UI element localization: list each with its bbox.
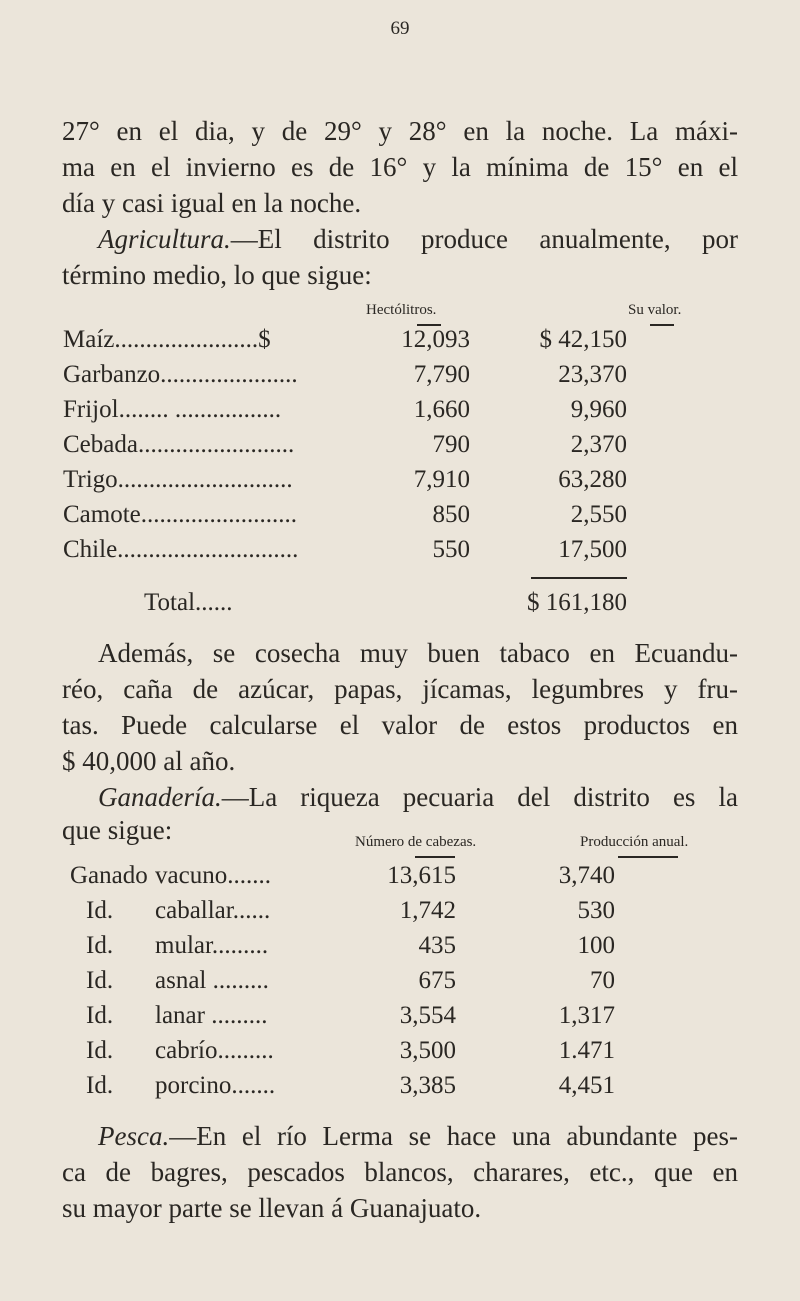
livestock-production: 100: [577, 932, 615, 959]
livestock-production: 70: [590, 967, 615, 994]
column-header-cabezas: Número de cabezas.: [355, 834, 477, 850]
livestock-type: cabrío.........: [155, 1037, 274, 1064]
livestock-type: caballar......: [155, 897, 271, 924]
livestock-heads: 3,385: [399, 1072, 456, 1099]
crop-hectolitros: 1,660: [413, 396, 470, 423]
crop-value: 23,370: [558, 361, 627, 388]
table-row: [0, 1002, 800, 1034]
table-row: [0, 361, 800, 393]
paragraph-line: día y casi igual en la noche.: [62, 188, 362, 218]
table-row: [0, 431, 800, 463]
paragraph-line: tas. Puede calcularse el valor de estos productos en: [62, 710, 738, 740]
livestock-type: lanar .........: [155, 1002, 268, 1029]
paragraph-line: 27° en el dia, y de 29° y 28° en la noche. La máxi-: [62, 116, 738, 146]
column-header-valor: Su valor.: [628, 302, 682, 318]
crop-hectolitros: 12,093: [401, 326, 470, 353]
table-row: [0, 466, 800, 498]
table-row: [0, 932, 800, 964]
livestock-production: 1.471: [558, 1037, 615, 1064]
header-rule: [618, 856, 678, 858]
table-row: [0, 862, 800, 894]
livestock-category: Id.: [86, 1072, 114, 1099]
fishing-paragraph: [98, 1118, 738, 1154]
livestock-category: Id.: [86, 932, 114, 959]
table-row: [0, 326, 800, 358]
livestock-production: 3,740: [558, 862, 615, 889]
livestock-category: Id.: [86, 1002, 114, 1029]
crop-name: Frijol........ .................: [63, 396, 282, 423]
livestock-production: 4,451: [558, 1072, 615, 1099]
crop-name: Chile.............................: [63, 536, 299, 563]
paragraph-line: Además, se cosecha muy buen tabaco en Ecuandu-: [98, 638, 738, 668]
agriculture-text: —El distrito produce anualmente, por: [230, 224, 738, 254]
crop-name: Trigo............................: [63, 466, 293, 493]
crop-value: 2,550: [570, 501, 627, 528]
table-row: [0, 967, 800, 999]
crop-hectolitros: 850: [432, 501, 470, 528]
crop-value: 9,960: [570, 396, 627, 423]
livestock-heads: 3,500: [399, 1037, 456, 1064]
section-label-pesca: Pesca.: [98, 1121, 170, 1151]
crop-value: 17,500: [558, 536, 627, 563]
livestock-category: Id.: [86, 897, 114, 924]
total-row: [0, 589, 800, 621]
livestock-heads: 435: [418, 932, 456, 959]
livestock-intro: [98, 779, 738, 815]
section-label-agricultura: Agricultura.: [98, 224, 231, 254]
crop-value: 63,280: [558, 466, 627, 493]
livestock-heads: 13,615: [387, 862, 456, 889]
total-value: $ 161,180: [527, 589, 627, 616]
crop-hectolitros: 7,790: [413, 361, 470, 388]
fishing-text: —En el río Lerma se hace una abundante pes-: [169, 1121, 738, 1151]
livestock-heads: 675: [418, 967, 456, 994]
table-row: [0, 897, 800, 929]
livestock-category: Ganado: [70, 862, 148, 889]
section-label-ganaderia: Ganadería.: [98, 782, 222, 812]
livestock-type: asnal .........: [155, 967, 269, 994]
table-row: [0, 501, 800, 533]
table-row: [0, 536, 800, 568]
crop-hectolitros: 7,910: [413, 466, 470, 493]
crop-value: $ 42,150: [539, 326, 627, 353]
crop-value: 2,370: [570, 431, 627, 458]
header-rule: [415, 856, 455, 858]
livestock-type: porcino.......: [155, 1072, 276, 1099]
column-header-produccion: Producción anual.: [580, 834, 689, 850]
paragraph-line: ca de bagres, pescados blancos, charares, etc., que en: [62, 1157, 738, 1187]
livestock-type: vacuno.......: [155, 862, 271, 889]
livestock-type: mular.........: [155, 932, 269, 959]
livestock-production: 1,317: [558, 1002, 615, 1029]
page-number: 69: [390, 18, 410, 39]
crop-hectolitros: 550: [432, 536, 470, 563]
livestock-heads: 1,742: [399, 897, 456, 924]
total-label: Total......: [144, 589, 233, 616]
column-header-hectolitros: Hectólitros.: [366, 302, 437, 318]
livestock-heads: 3,554: [399, 1002, 456, 1029]
livestock-category: Id.: [86, 967, 114, 994]
total-rule: [531, 577, 627, 579]
livestock-text: —La riqueza pecuaria del distrito es la: [221, 782, 738, 812]
agriculture-intro: [98, 221, 738, 257]
crop-name: Maíz.......................$: [63, 326, 271, 353]
paragraph-line: término medio, lo que sigue:: [62, 260, 372, 290]
paragraph-line: que sigue:: [62, 815, 173, 845]
crop-name: Camote.........................: [63, 501, 298, 528]
crop-name: Garbanzo......................: [63, 361, 298, 388]
crop-name: Cebada.........................: [63, 431, 295, 458]
livestock-category: Id.: [86, 1037, 114, 1064]
paragraph-line: su mayor parte se llevan á Guanajuato.: [62, 1193, 482, 1223]
livestock-production: 530: [577, 897, 615, 924]
table-row: [0, 396, 800, 428]
paragraph-line: réo, caña de azúcar, papas, jícamas, legumbres y fru-: [62, 674, 738, 704]
crop-hectolitros: 790: [432, 431, 470, 458]
paragraph-line: $ 40,000 al año.: [62, 746, 236, 776]
table-row: [0, 1037, 800, 1069]
paragraph-line: ma en el invierno es de 16° y la mínima de 15° en el: [62, 152, 738, 182]
table-row: [0, 1072, 800, 1104]
